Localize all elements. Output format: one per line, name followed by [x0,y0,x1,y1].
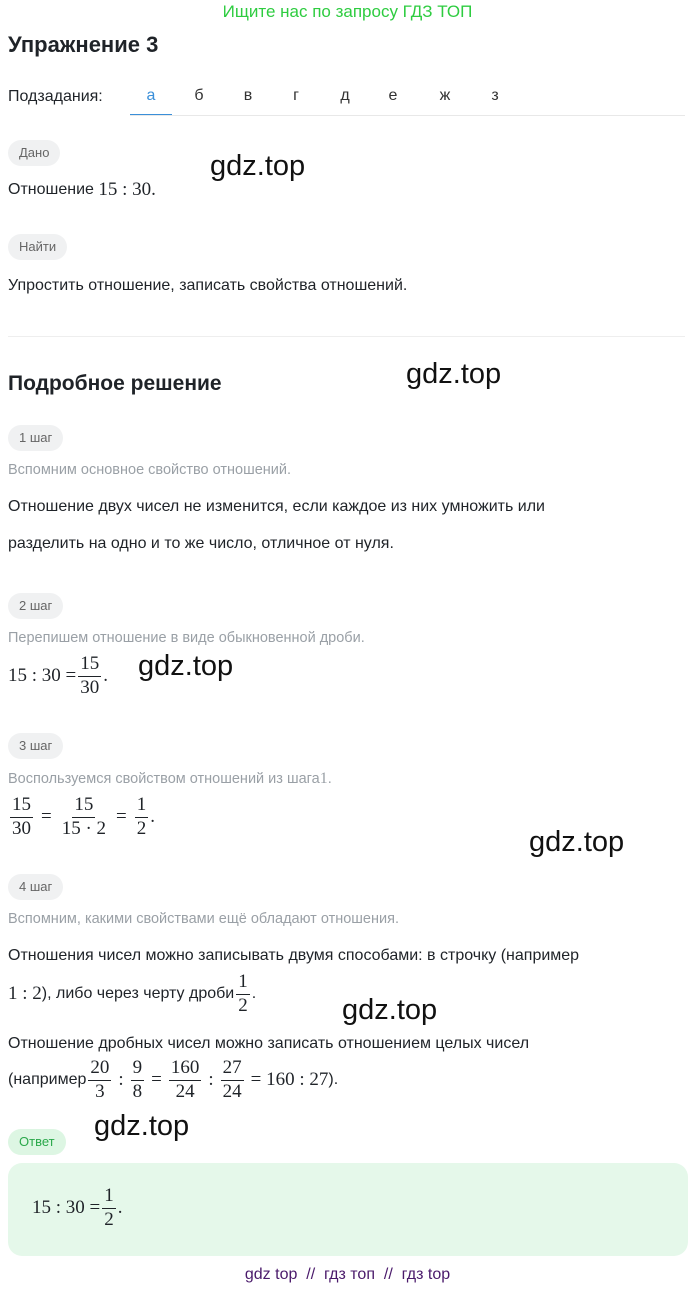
equals-sign: = [41,806,52,828]
given-suffix: . [151,179,156,200]
step-1-hint: Вспомним основное свойство отношений. [8,462,292,478]
top-banner: Ищите нас по запросу ГДЗ ТОП [222,2,473,21]
step-1-pill: 1 шаг [8,425,63,451]
given-prefix: Отношение [8,180,94,198]
fraction-denominator: 2 [104,1208,114,1230]
equals-sign: = [116,806,127,828]
answer-suffix: . [117,1197,123,1219]
fraction-denominator: 30 [80,676,100,698]
section-divider [8,336,685,337]
given-math: 15 : 30 [98,179,152,200]
subtasks-label: Подзадания: [8,88,103,105]
step-1-line-2: разделить на одно и то же число, отличное от нуля. [8,535,394,552]
watermark: gdz.top [529,826,625,858]
page-title: Упражнение 3 [8,32,159,57]
fraction-numerator: 15 [10,795,33,818]
answer-lhs: 15 : 30 = [32,1197,101,1219]
step-2-suffix: . [103,665,108,687]
watermark: gdz.top [210,150,306,182]
fraction-numerator: 20 [88,1058,111,1081]
tab-z[interactable]: з [491,87,499,104]
fraction-denominator: 24 [222,1080,242,1102]
watermark: gdz.top [94,1110,190,1142]
step-4-p2-line-1: Отношение дробных чисел можно записать отношением целых чисел [8,1035,530,1052]
fraction-numerator: 27 [221,1058,244,1081]
step-3-suffix: . [150,806,156,828]
fraction-b [131,1058,145,1103]
given-pill: Дано [8,140,60,166]
fraction-numerator: 1 [236,972,250,995]
watermark: gdz.top [138,650,234,682]
step-4-p2-end: ). [328,1070,339,1088]
fraction-denominator: 30 [12,817,31,839]
step-4-p2-prefix: (например [8,1070,87,1088]
equals-sign: = [151,1069,162,1091]
step-3-hint-number: 1 [319,770,328,787]
ratio-example: 1 : 2 [8,983,42,1005]
step-3-fraction-1 [10,795,33,840]
answer-formula [32,1186,123,1231]
watermark: gdz.top [342,994,438,1026]
step-3-formula [8,795,155,840]
step-2-lhs: 15 : 30 = [8,665,77,687]
fraction-a [88,1058,111,1103]
find-text: Упростить отношение, записать свойства отношений. [8,277,408,294]
fraction-denominator: 8 [132,1080,143,1102]
solution-title: Подробное решение [8,372,222,395]
step-4-pill: 4 шаг [8,874,63,900]
step-2-formula [8,654,108,699]
step-2-hint: Перепишем отношение в виде обыкновенной дроби. [8,630,365,646]
step-3-pill: 3 шаг [8,733,63,759]
step-3-fraction-2 [60,795,108,840]
step-4-p2-line-2 [8,1058,338,1103]
fraction-numerator: 1 [135,795,149,818]
fraction-numerator: 15 [72,795,95,818]
fraction-c [169,1058,202,1103]
step-4-p1-mid: ), либо через черту дроби [41,984,235,1002]
given-text [8,178,156,203]
fraction-denominator: 24 [175,1080,195,1102]
step-4-p2-formula [86,1058,328,1103]
step-3-fraction-3 [135,795,149,840]
step-3-hint-suffix: . [327,771,332,787]
tab-v[interactable]: в [243,87,253,104]
step-4-hint: Вспомним, какими свойствами ещё обладают отношения. [8,911,399,927]
step-1-line-1: Отношение двух чисел не изменится, если каждое из них умножить или [8,498,545,515]
footer-links[interactable]: gdz top // гдз топ // гдз top [244,1266,451,1283]
step-2-fraction [78,654,101,699]
tabs-divider [130,115,685,116]
ratio-result: = 160 : 27 [250,1069,329,1091]
fraction-numerator: 9 [131,1058,145,1081]
step-4-p1-line-1: Отношения чисел можно записывать двумя способами: в строчку (например [8,947,580,964]
fraction-numerator: 160 [169,1058,202,1081]
colon-sign: : [118,1069,124,1091]
step-3-hint [8,770,332,788]
answer-fraction [102,1186,116,1231]
tab-d[interactable]: д [340,87,350,104]
fraction-numerator: 15 [78,654,101,677]
step-4-p1-line-2 [8,972,256,1017]
watermark: gdz.top [406,358,502,390]
fraction-denominator: 15 · 2 [61,817,107,839]
fraction-denominator: 2 [238,994,248,1016]
step-2-pill: 2 шаг [8,593,63,619]
tab-b[interactable]: б [194,87,204,104]
answer-pill: Ответ [8,1129,66,1155]
tab-zh[interactable]: ж [439,87,451,104]
find-pill: Найти [8,234,67,260]
fraction-denominator: 2 [136,817,147,839]
step-3-hint-text: Воспользуемся свойством отношений из шага [8,771,320,787]
fraction-d [221,1058,244,1103]
fraction-denominator: 3 [95,1080,105,1102]
step-4-fraction [236,972,250,1017]
tab-a[interactable]: а [130,78,172,116]
tab-g[interactable]: г [293,87,299,104]
tab-e[interactable]: е [388,87,398,104]
colon-sign: : [208,1069,214,1091]
fraction-numerator: 1 [102,1186,116,1209]
step-4-p1-end: . [251,984,257,1002]
